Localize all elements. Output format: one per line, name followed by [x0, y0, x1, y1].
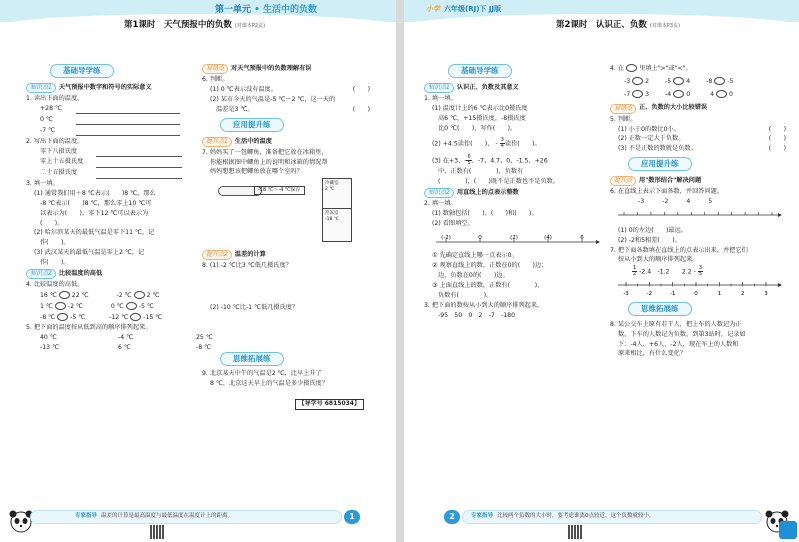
right-page [404, 0, 799, 542]
judge-paren[interactable]: ( ) [768, 135, 786, 143]
question-5: 5. 把下面的温度按从低到高的顺序排列起来。 [26, 323, 152, 331]
question-7: 7. 妈妈买了一包鲫鱼，准备把它放在冰箱里， [202, 148, 328, 156]
compare-circle[interactable] [55, 302, 66, 310]
number-line-label: 0 [478, 234, 482, 241]
left-column: 基础导学练 知识点1 天气预报中数字和符号的实际意义 1. 读出下面的温度。 +28 ℃ 0 ℃ -7 ℃ 2. 写出下面的温度。 零下八摄氏度 零上十五摄氏度 二十五摄氏度 3. 填一填。 (1) 通常我们用＋8 ℃表示( )8 ℃，那么 -8 ℃表示( )8 ℃，那么零上10 ℃可 以表示为( )，零下12 ℃可以表示为 ( )。 (2) 哈尔滨某天的最低气温是零下11 ℃，记 作( )。 (3) 武汉某天的最低气温是零上2 ℃，记 作( )。 知识点2 比较温度的高低 4. 比较温度的高低。 16 ℃ 22 ℃ -2 ℃ 2 ℃ 1 ℃ -2 ℃ 0 ℃ -5 ℃ -8 ℃ -5 ℃ -12 ℃ -15 ℃ 5. 把下面的温度按从低到高的顺序排列起来。 40 ℃ -4 ℃ 25 ℃ -13 ℃ 6 ℃ -8 ℃ [26, 66, 213, 351]
answer-space[interactable] [202, 272, 370, 302]
number-line-figure-2 [616, 279, 786, 297]
number-line-label: (-2) [441, 234, 451, 241]
lesson-title: 第2课时 认识正、负数 (对课本P3页) [556, 20, 681, 30]
left-page-right-column: 易错点 对天气预报中的负数理解有误 6. 判断。 (1) 0 ℃表示没有温度。 ( ) (2) 某市今天的气温是-5 ℃～2 ℃，这一天的 温差是3 ℃。 ( ) 应用提升练 提升点1 生活中的温度 7. 妈妈买了一包鲫鱼，准备把它放在冰箱里， 你能根据图中鲫鱼上的说明和冰箱的情况帮 妈妈想想该把鲫鱼放在哪个室吗？ -18 ℃～-4 ℃保存 冷藏室 2 ℃ 冷冻室 -18 ℃ 提升点2 温差的计算 8. (1) -2 ℃比3 ℃低几摄氏度？ (2) -10 ℃比-1 ℃低几摄氏度？ 思维拓展练 9. 北京某天中午的气温是2 ℃，比早上升了 8 ℃，北京这天早上的气温是多少摄氏度？ 【导学号 6815034】 [202, 62, 370, 411]
compare-row: 16 ℃ 22 ℃ -2 ℃ 2 ℃ [40, 292, 160, 300]
app-corner-icon[interactable] [779, 521, 797, 539]
number-line-label: 0 [694, 290, 698, 297]
question-6: 6. 判断。 [202, 76, 229, 84]
expert-tip-footer: 专家指导 温差的计算是最高温度与最低温度在温度计上的距离。 [30, 510, 342, 524]
banner-extend: 思维拓展练 [220, 352, 284, 366]
qr-code-icon [568, 525, 582, 539]
number-line-label: -2 [646, 290, 653, 297]
number-line-label: (4) [544, 234, 552, 241]
compare-circle[interactable] [673, 90, 684, 98]
banner-basic: 基础导学练 [50, 64, 114, 78]
improve-point: 提升点 用"数形结合"解决问题 [610, 176, 786, 186]
compare-circle[interactable] [59, 291, 70, 299]
answer-blank[interactable] [76, 116, 180, 125]
compare-row: -3 2 -5 4 -8 -5 [624, 77, 734, 85]
page-gutter [396, 0, 404, 542]
compare-circle[interactable] [716, 90, 727, 98]
guide-number: 【导学号 6815034】 [295, 399, 364, 409]
compare-circle[interactable] [57, 313, 68, 321]
grade-tag: 小学 六年级(RJ)下 JJ版 [426, 5, 502, 13]
question-8: 8. (1) -2 ℃比3 ℃低几摄氏度？ [202, 262, 292, 270]
question-8: 8. 某公交车上原有若干人，把上车的人数记为正 [610, 320, 742, 328]
left-page [0, 0, 396, 542]
answer-blank[interactable] [96, 158, 182, 167]
answer-space[interactable] [202, 314, 370, 350]
knowledge-point-2: 知识点2 用直线上的点表示整数 [424, 188, 604, 198]
compare-circle[interactable] [126, 302, 137, 310]
fish-label: -18 ℃～-4 ℃保存 [254, 186, 305, 195]
answer-blank[interactable] [76, 127, 180, 136]
number-line-label: (2) [510, 234, 518, 241]
compare-row: 1 ℃ -2 ℃ 0 ℃ -5 ℃ [40, 303, 154, 311]
question-9: 9. 北京某天中午的气温是2 ℃，比早上升了 [202, 370, 322, 378]
expert-tip-footer: 专家指导 比较两个负数的大小时，要考虑谁离0点较近，这个负数就较小。 [462, 510, 762, 524]
number-line-label: -3 [623, 290, 629, 297]
easy-mistake-point: 易错点 对天气预报中的负数理解有误 [202, 64, 370, 74]
lesson-title: 第1课时 天气预报中的负数 (对课本P2页) [124, 20, 266, 30]
question-6: 6. 在直线上表示下面各数，并回答问题。 [610, 188, 724, 196]
compare-row: -8 ℃ -5 ℃ -12 ℃ -15 ℃ [40, 314, 163, 321]
question-1: 1. 填一填。 [424, 95, 457, 103]
number-line-figure [432, 230, 602, 248]
compare-circle[interactable] [714, 77, 725, 85]
knowledge-point-2: 知识点2 比较温度的高低 [26, 269, 198, 279]
fridge-icon: 冷藏室 2 ℃ 冷冻室 -18 ℃ [322, 178, 352, 242]
unit-title: 第一单元 • 生活中的负数 [215, 5, 318, 15]
question-2: 2. 填一填。 [424, 199, 457, 207]
easy-mistake-point: 易错点 正、负数的大小比较错误 [610, 104, 786, 114]
fridge-figure [202, 178, 370, 244]
judge-paren[interactable]: ( ) [352, 85, 370, 93]
number-line-label: 1 [717, 290, 722, 297]
number-line-label: 2 [740, 290, 745, 297]
answer-blank[interactable] [96, 169, 182, 178]
compare-circle[interactable] [632, 77, 643, 85]
question-3: 3. 把下面的数按从小到大的顺序排列起来。 [424, 301, 544, 309]
compare-circle[interactable] [130, 313, 141, 321]
qr-code-icon [150, 525, 164, 539]
banner-apply: 应用提升练 [220, 118, 284, 132]
blank-number-line [616, 208, 786, 222]
question-7: 7. 把下面各数填在直线上的点表示出来，并把它们 [610, 246, 748, 254]
question-2: 2. 写出下面的温度。 [26, 137, 84, 145]
improve-point-1: 提升点1 生活中的温度 [202, 137, 370, 147]
right-page-left-column: 基础导学练 知识点1 认识正、负数及其意义 1. 填一填。 (1) 温度计上的6 ℃表示比0摄氏度 高6 ℃，+15摄氏度，-8摄氏度 比0 ℃( )，写作( )。 (2) +4.5读作( )， - $\frac{3}{4}$ 读作( )。 (3) 在+3、- $\frac{6}{5}$ 、-7、4.7、0、-1.5、+26 中，正数有( )，负数有 ( )，( )既不是正数也不是负数。 知识点2 用直线上的点表示整数 2. 填一填。 (1) 数轴包括( )、( )和( )。 (2) 看图填空。 (-2) 0 (2) (4) 6 ① 先确定直线上哪一点表示0。 ② 观察直线上的数，正数在0的( )边； 边，负数在0的( )边。 ③ 上面直线上的数，正数有( )， 负数有( )。 3. 把下面的数按从小到大的顺序排列起来。 -95 50 0 2 -7 -180 [424, 62, 604, 321]
knowledge-point-1: 知识点1 天气预报中数字和符号的实际意义 [26, 83, 198, 93]
knowledge-point-1: 知识点1 认识正、负数及其意义 [424, 83, 604, 93]
page-number: 2 [444, 510, 460, 524]
judge-paren[interactable]: ( ) [768, 125, 786, 133]
number-line-label: 6 [580, 234, 584, 241]
question-5: 5. 判断。 [610, 115, 637, 123]
question-3: 3. 填一填。 [26, 180, 59, 188]
answer-blank[interactable] [96, 148, 182, 157]
compare-circle[interactable] [134, 291, 145, 299]
judge-paren[interactable]: ( ) [352, 105, 370, 113]
number-line-label: 3 [764, 290, 768, 297]
question-1: 1. 读出下面的温度。 [26, 95, 84, 103]
question-4: 4. 比较温度的高低。 [26, 281, 84, 289]
banner-apply: 应用提升练 [628, 157, 692, 171]
compare-circle[interactable] [632, 90, 643, 98]
answer-blank[interactable] [76, 105, 180, 114]
right-page-right-column: 4. 在 里填上">"或"<"。 -3 2 -5 4 -8 -5 -7 3 -4 0 4 0 易错点 正、负数的大小比较错误 5. 判断。 (1) 小于0的数比0小。 ( ) (2) 正数一定大于负数。 ( ) (3) 不是正数的数就是负数。 ( ) 应用提升练 提升点 用"数形结合"解决问题 6. 在直线上表示下面各数，并回答问题。 -3 -2 4 5 (1) 0的左边( )最远。 (2) -2和5相差( )。 7. 把下面各数填在直线上的点表示出来，并把它们 按从小到大的顺序排列起来。 $\frac{1}{2}$ -2.4 -1.2 2.2 - $\frac{3}{5}$ -3 -2 -1 0 1 2 3 思维拓展练 8. 某公交车上原有若干人，把上车的人数记为正 数，下车的人数记为负数，到第3站时，记录如 下：-4人，+6人，-2人，现在车上的人数和 原来相比，有什么变化？ [610, 64, 786, 358]
number-line-label: -1 [669, 290, 676, 297]
improve-point-2: 提升点2 温差的计算 [202, 250, 370, 260]
compare-row: -7 3 -4 0 4 0 [624, 91, 733, 99]
judge-paren[interactable]: ( ) [768, 145, 786, 153]
banner-basic: 基础导学练 [448, 64, 512, 78]
compare-circle[interactable] [673, 77, 684, 85]
page-number: 1 [344, 510, 360, 524]
banner-extend: 思维拓展练 [628, 302, 692, 316]
